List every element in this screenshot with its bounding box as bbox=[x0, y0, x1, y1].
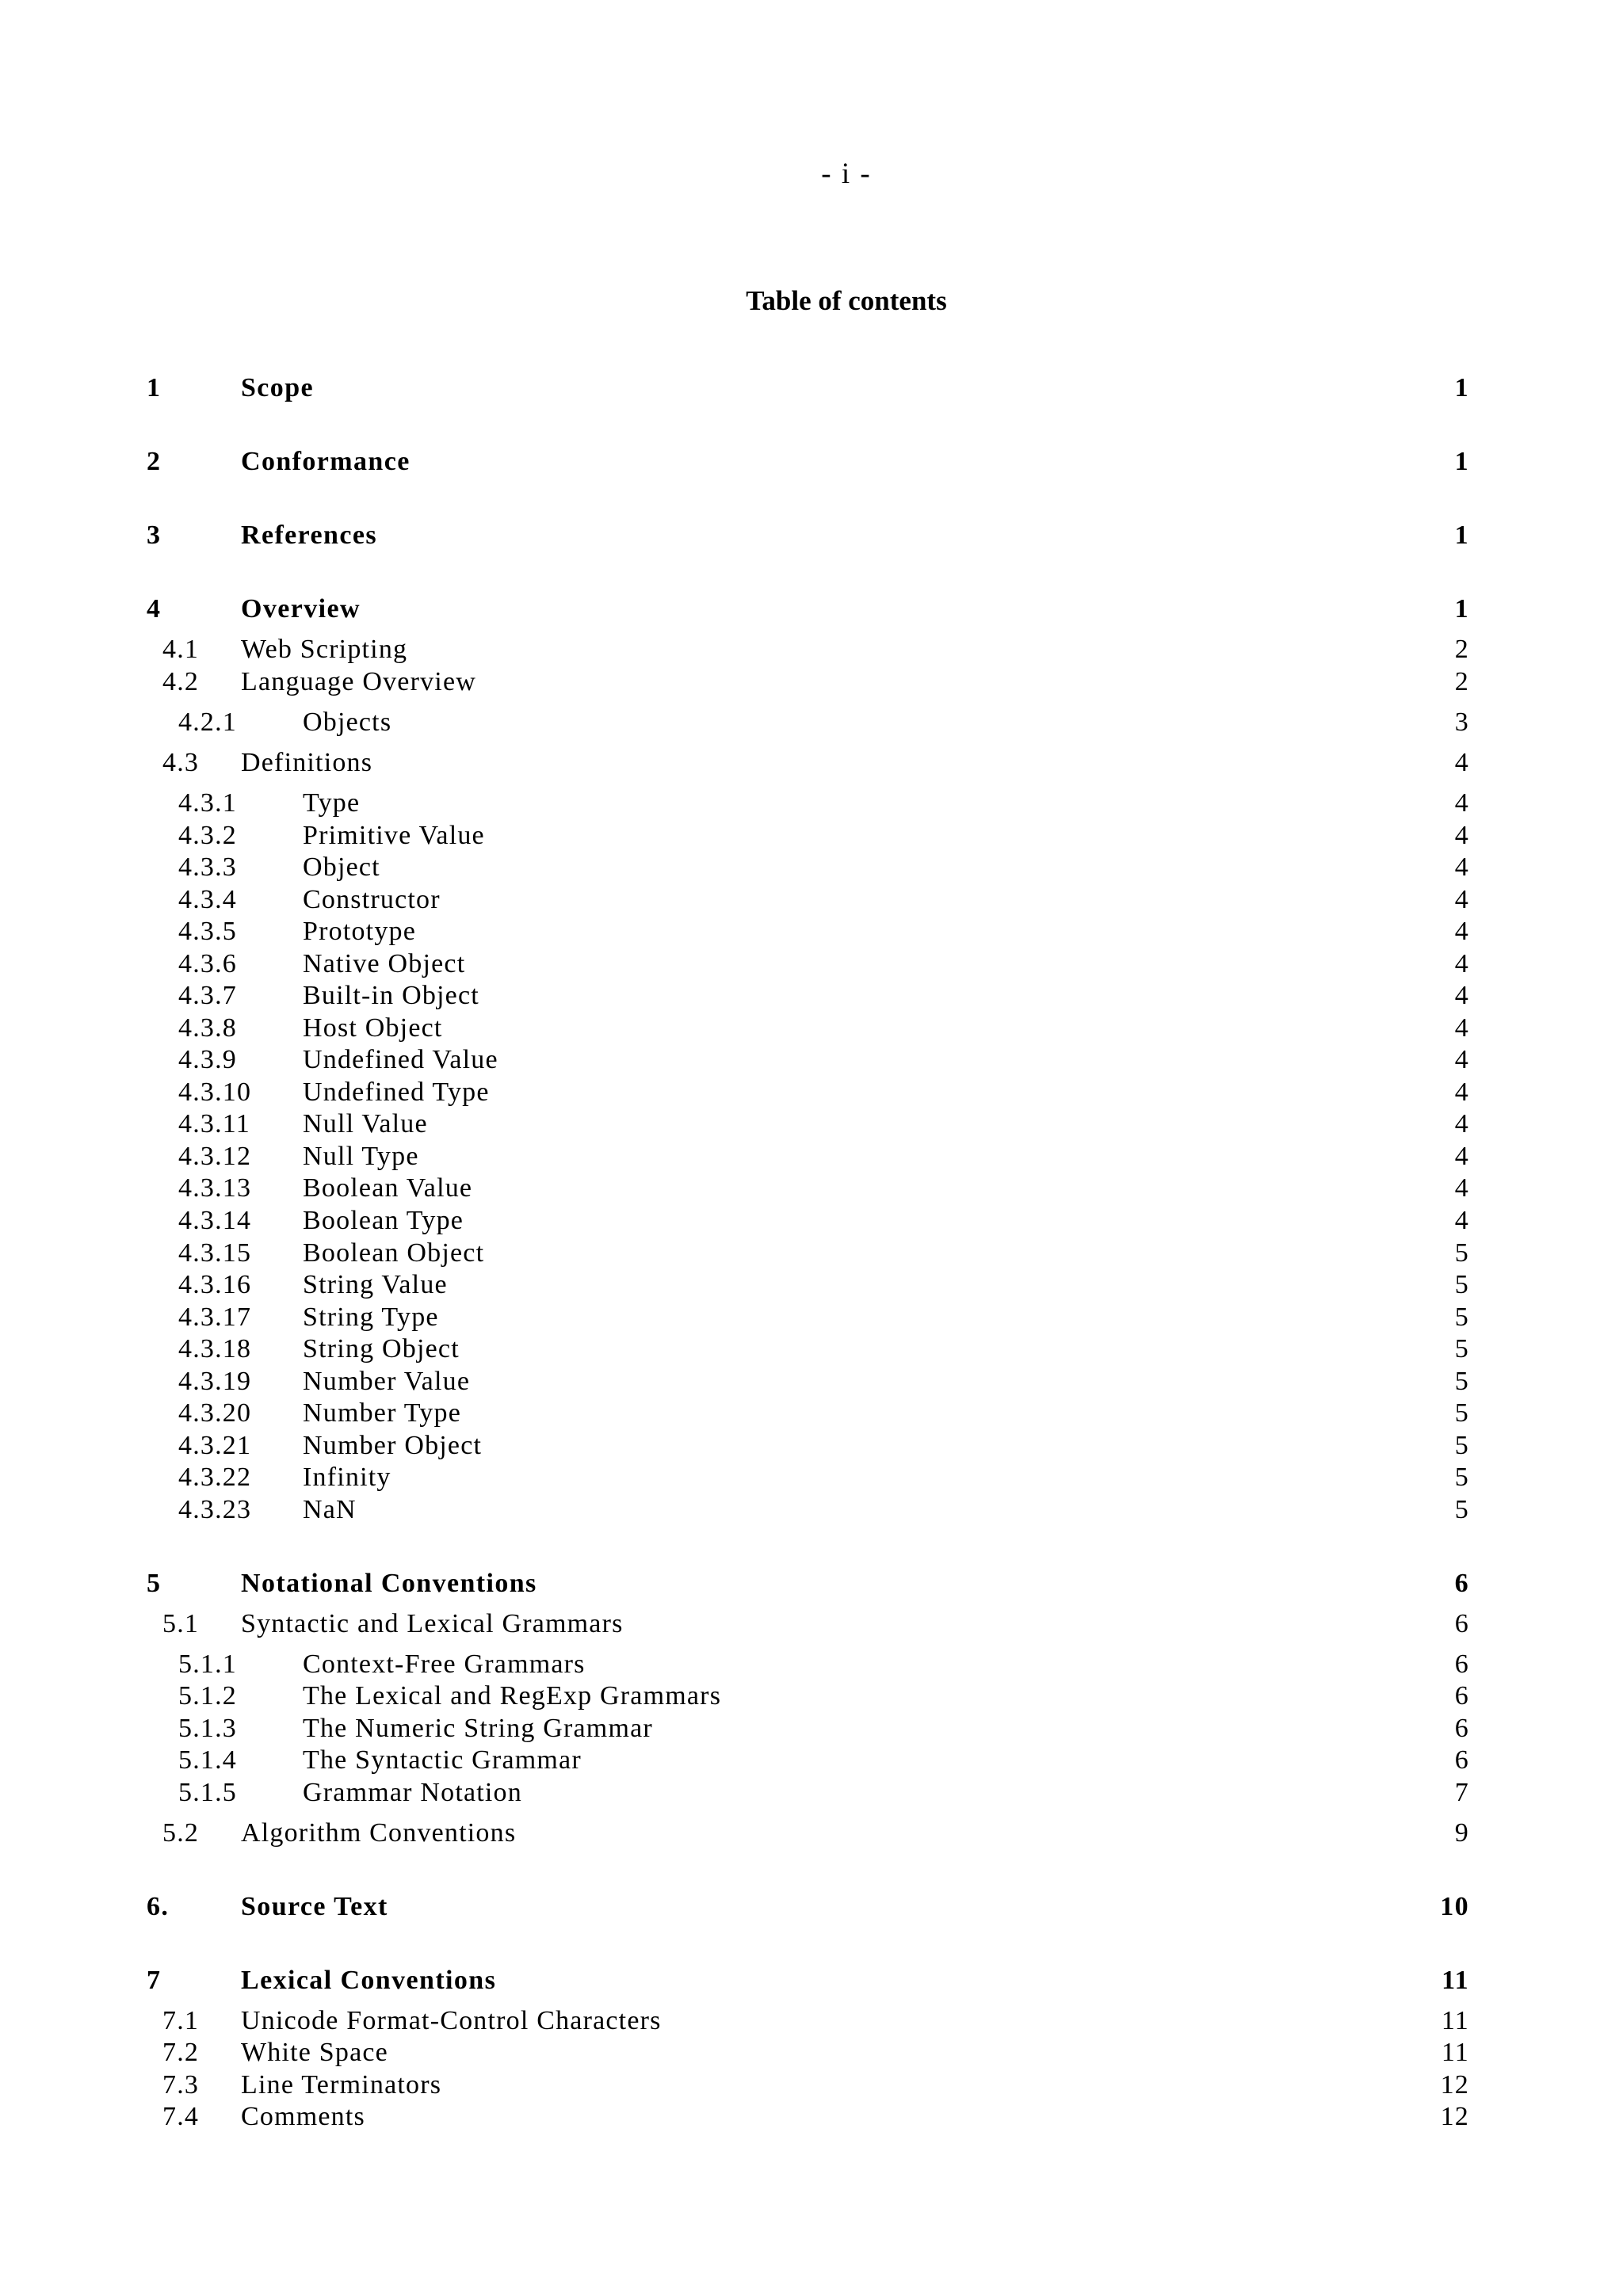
toc-entry-title: NaN bbox=[303, 1495, 357, 1524]
page-number: - i - bbox=[821, 158, 872, 190]
toc-entry-number: 5.1.3 bbox=[178, 1714, 237, 1743]
toc-entry-page: 5 bbox=[1454, 1334, 1469, 1363]
toc-entry-page: 7 bbox=[1454, 1778, 1469, 1807]
toc-entry[interactable] bbox=[0, 1171, 1623, 1206]
toc-entry-number: 4.3.22 bbox=[178, 1463, 252, 1492]
toc-entry-number: 4.3.23 bbox=[178, 1495, 252, 1524]
toc-entry-page: 1 bbox=[1454, 521, 1469, 550]
toc-entry-title: Primitive Value bbox=[303, 821, 485, 850]
toc-entry-number: 4.3.20 bbox=[178, 1398, 252, 1428]
toc-entry-page: 4 bbox=[1454, 917, 1469, 946]
toc-entry-page: 4 bbox=[1454, 1013, 1469, 1043]
toc-entry-number: 2 bbox=[147, 447, 162, 476]
toc-entry-page: 5 bbox=[1454, 1398, 1469, 1428]
toc-entry-number: 7.4 bbox=[162, 2102, 200, 2131]
toc-entry-page: 11 bbox=[1441, 2038, 1469, 2067]
toc-entry[interactable] bbox=[0, 1332, 1623, 1367]
toc-entry-number: 4.3.14 bbox=[178, 1206, 252, 1235]
toc-entry-number: 7.1 bbox=[162, 2006, 200, 2035]
toc-entry[interactable] bbox=[0, 1743, 1623, 1778]
toc-entry-page: 12 bbox=[1440, 2070, 1469, 2100]
toc-entry[interactable] bbox=[0, 518, 1623, 553]
toc-entry-number: 7 bbox=[147, 1966, 162, 1995]
toc-entry-number: 4.3.1 bbox=[178, 788, 237, 818]
toc-entry[interactable] bbox=[0, 1775, 1623, 1810]
toc-entry[interactable] bbox=[0, 1460, 1623, 1495]
toc-entry[interactable] bbox=[0, 1236, 1623, 1271]
toc-entry-page: 5 bbox=[1454, 1431, 1469, 1460]
toc-entry-page: 6 bbox=[1454, 1681, 1469, 1711]
toc-entry-page: 5 bbox=[1454, 1463, 1469, 1492]
toc-entry-title: Notational Conventions bbox=[241, 1569, 537, 1598]
toc-entry[interactable] bbox=[0, 2100, 1623, 2134]
toc-entry[interactable] bbox=[0, 1075, 1623, 1110]
toc-title: Table of contents bbox=[746, 285, 947, 316]
toc-entry-title: The Syntactic Grammar bbox=[303, 1745, 582, 1775]
toc-entry-number: 4.3.18 bbox=[178, 1334, 252, 1363]
toc-entry[interactable] bbox=[0, 978, 1623, 1013]
toc-entry[interactable] bbox=[0, 1139, 1623, 1174]
toc-entry-title: White Space bbox=[241, 2038, 388, 2067]
toc-entry-title: Number Value bbox=[303, 1367, 471, 1396]
toc-entry-title: Infinity bbox=[303, 1463, 391, 1492]
toc-entry-title: Boolean Type bbox=[303, 1206, 464, 1235]
toc-entry-number: 6. bbox=[147, 1892, 170, 1921]
toc-entry-page: 4 bbox=[1454, 885, 1469, 914]
toc-entry-title: Host Object bbox=[303, 1013, 443, 1043]
toc-entry-number: 4.3.11 bbox=[178, 1109, 250, 1138]
toc-entry-number: 1 bbox=[147, 373, 162, 402]
toc-entry-number: 4.3.19 bbox=[178, 1367, 252, 1396]
toc-entry-title: String Type bbox=[303, 1302, 439, 1332]
toc-entry-page: 2 bbox=[1454, 667, 1469, 696]
toc-entry[interactable] bbox=[0, 2035, 1623, 2070]
toc-entry-page: 4 bbox=[1454, 981, 1469, 1010]
toc-entry[interactable] bbox=[0, 1396, 1623, 1431]
toc-entry-title: Unicode Format-Control Characters bbox=[241, 2006, 662, 2035]
toc-entry[interactable] bbox=[0, 1679, 1623, 1714]
toc-entry-title: Grammar Notation bbox=[303, 1778, 522, 1807]
toc-entry-page: 6 bbox=[1454, 1714, 1469, 1743]
toc-entry-page: 4 bbox=[1454, 1045, 1469, 1074]
toc-entry-page: 6 bbox=[1454, 1569, 1469, 1598]
toc-entry-title: The Lexical and RegExp Grammars bbox=[303, 1681, 722, 1711]
toc-entry-title: Source Text bbox=[241, 1892, 388, 1921]
toc-entry-page: 5 bbox=[1454, 1367, 1469, 1396]
toc-entry[interactable] bbox=[0, 665, 1623, 700]
toc-entry[interactable] bbox=[0, 705, 1623, 740]
toc-entry-number: 4.3.6 bbox=[178, 949, 237, 978]
toc-entry-number: 5.1.5 bbox=[178, 1778, 237, 1807]
toc-entry[interactable] bbox=[0, 1011, 1623, 1046]
toc-entry-number: 5.2 bbox=[162, 1818, 200, 1848]
toc-entry-number: 4.3.7 bbox=[178, 981, 237, 1010]
toc-entry-number: 4.3.10 bbox=[178, 1077, 252, 1107]
toc-entry-page: 4 bbox=[1454, 949, 1469, 978]
toc-entry-number: 5.1.2 bbox=[178, 1681, 237, 1711]
toc-entry-title: Object bbox=[303, 852, 380, 882]
toc-entry-page: 5 bbox=[1454, 1238, 1469, 1268]
toc-entry-number: 7.3 bbox=[162, 2070, 200, 2100]
toc-entry[interactable] bbox=[0, 1566, 1623, 1601]
toc-entry-number: 4.3 bbox=[162, 748, 200, 777]
toc-entry-number: 4.3.15 bbox=[178, 1238, 252, 1268]
toc-entry-title: The Numeric String Grammar bbox=[303, 1714, 653, 1743]
toc-entry-page: 9 bbox=[1454, 1818, 1469, 1848]
toc-entry-page: 2 bbox=[1454, 635, 1469, 664]
toc-entry-title: Boolean Value bbox=[303, 1173, 473, 1203]
toc-entry-number: 3 bbox=[147, 521, 162, 550]
toc-entry[interactable] bbox=[0, 1816, 1623, 1851]
toc-entry[interactable] bbox=[0, 2068, 1623, 2103]
toc-entry-title: Context-Free Grammars bbox=[303, 1650, 586, 1679]
toc-entry-title: Undefined Type bbox=[303, 1077, 490, 1107]
toc-entry-title: Built-in Object bbox=[303, 981, 479, 1010]
toc-entry-number: 5.1.4 bbox=[178, 1745, 237, 1775]
toc-entry-number: 4.1 bbox=[162, 635, 200, 664]
toc-entry-number: 4.3.21 bbox=[178, 1431, 252, 1460]
toc-entry-page: 5 bbox=[1454, 1270, 1469, 1299]
toc-entry[interactable] bbox=[0, 883, 1623, 917]
toc-entry[interactable] bbox=[0, 1428, 1623, 1463]
toc-entry[interactable] bbox=[0, 1364, 1623, 1399]
toc-entry-title: Lexical Conventions bbox=[241, 1966, 497, 1995]
toc-entry-page: 11 bbox=[1442, 1966, 1469, 1995]
toc-entry-title: Number Type bbox=[303, 1398, 461, 1428]
toc-entry-number: 4.3.9 bbox=[178, 1045, 237, 1074]
toc-entry-page: 4 bbox=[1454, 1173, 1469, 1203]
toc-entry-page: 6 bbox=[1454, 1745, 1469, 1775]
toc-entry[interactable] bbox=[0, 1963, 1623, 1998]
toc-entry[interactable] bbox=[0, 1107, 1623, 1142]
toc-entry[interactable] bbox=[0, 1268, 1623, 1302]
toc-entry[interactable] bbox=[0, 2004, 1623, 2039]
toc-entry-page: 10 bbox=[1440, 1892, 1469, 1921]
toc-entry-number: 4.3.17 bbox=[178, 1302, 252, 1332]
toc-entry-page: 12 bbox=[1440, 2102, 1469, 2131]
toc-entry-number: 4.3.13 bbox=[178, 1173, 252, 1203]
toc-entry-page: 4 bbox=[1454, 1077, 1469, 1107]
toc-entry[interactable] bbox=[0, 592, 1623, 627]
toc-entry-page: 4 bbox=[1454, 1109, 1469, 1138]
toc-entry-title: Objects bbox=[303, 707, 392, 737]
toc-entry[interactable] bbox=[0, 444, 1623, 479]
toc-entry-title: Native Object bbox=[303, 949, 466, 978]
toc-entry[interactable] bbox=[0, 818, 1623, 853]
toc-entry-page: 1 bbox=[1454, 447, 1469, 476]
toc-entry-page: 4 bbox=[1454, 788, 1469, 818]
toc-entry-title: Comments bbox=[241, 2102, 365, 2131]
toc-entry[interactable] bbox=[0, 850, 1623, 885]
toc-entry-number: 4.2 bbox=[162, 667, 200, 696]
toc-entry-number: 4.3.5 bbox=[178, 917, 237, 946]
toc-entry-page: 1 bbox=[1454, 373, 1469, 402]
toc-entry-page: 6 bbox=[1454, 1609, 1469, 1638]
toc-entry-number: 4 bbox=[147, 594, 162, 624]
toc-entry[interactable] bbox=[0, 632, 1623, 667]
toc-entry-page: 5 bbox=[1454, 1302, 1469, 1332]
toc-entry-title: Definitions bbox=[241, 748, 373, 777]
toc-entry[interactable] bbox=[0, 371, 1623, 406]
toc-entry-title: Boolean Object bbox=[303, 1238, 485, 1268]
toc-entry-page: 4 bbox=[1454, 1206, 1469, 1235]
toc-entry-number: 5.1.1 bbox=[178, 1650, 237, 1679]
toc-entry-title: Algorithm Conventions bbox=[241, 1818, 517, 1848]
toc-entry-page: 4 bbox=[1454, 821, 1469, 850]
toc-entry[interactable] bbox=[0, 1647, 1623, 1682]
toc-entry[interactable] bbox=[0, 1711, 1623, 1746]
toc-entry-title: Number Object bbox=[303, 1431, 483, 1460]
toc-entry[interactable] bbox=[0, 1203, 1623, 1238]
toc-entry-number: 4.3.3 bbox=[178, 852, 237, 882]
toc-entry[interactable] bbox=[0, 1493, 1623, 1527]
toc-entry-title: Constructor bbox=[303, 885, 441, 914]
toc-entry-title: Scope bbox=[241, 373, 314, 402]
toc-entry-number: 4.3.12 bbox=[178, 1142, 252, 1171]
toc-entry-title: Null Value bbox=[303, 1109, 428, 1138]
toc-entry-title: Prototype bbox=[303, 917, 417, 946]
toc-entry-title: Undefined Value bbox=[303, 1045, 498, 1074]
toc-entry-number: 7.2 bbox=[162, 2038, 200, 2067]
toc-entry-page: 4 bbox=[1454, 852, 1469, 882]
toc-entry[interactable] bbox=[0, 1043, 1623, 1077]
toc-entry-page: 4 bbox=[1454, 1142, 1469, 1171]
toc-entry[interactable] bbox=[0, 786, 1623, 821]
toc-entry-number: 4.3.8 bbox=[178, 1013, 237, 1043]
toc-entry-page: 11 bbox=[1441, 2006, 1469, 2035]
toc-entry-title: Overview bbox=[241, 594, 361, 624]
toc-entry-title: Language Overview bbox=[241, 667, 476, 696]
toc-entry-page: 6 bbox=[1454, 1650, 1469, 1679]
toc-entry-title: Web Scripting bbox=[241, 635, 408, 664]
toc-entry-title: Conformance bbox=[241, 447, 411, 476]
toc-entry-number: 5 bbox=[147, 1569, 162, 1598]
toc-entry[interactable] bbox=[0, 1300, 1623, 1335]
toc-entry-page: 3 bbox=[1454, 707, 1469, 737]
toc-entry-title: Type bbox=[303, 788, 361, 818]
toc-entry-title: Null Type bbox=[303, 1142, 419, 1171]
toc-entry-number: 4.3.16 bbox=[178, 1270, 252, 1299]
toc-entry[interactable] bbox=[0, 947, 1623, 982]
toc-entry-page: 1 bbox=[1454, 594, 1469, 624]
toc-entry[interactable] bbox=[0, 746, 1623, 780]
toc-entry[interactable] bbox=[0, 1890, 1623, 1924]
toc-entry-number: 4.2.1 bbox=[178, 707, 237, 737]
toc-entry-page: 4 bbox=[1454, 748, 1469, 777]
toc-entry-title: String Object bbox=[303, 1334, 460, 1363]
toc-entry-number: 4.3.4 bbox=[178, 885, 237, 914]
toc-entry-number: 5.1 bbox=[162, 1609, 200, 1638]
toc-entry[interactable] bbox=[0, 1607, 1623, 1642]
toc-entry-number: 4.3.2 bbox=[178, 821, 237, 850]
toc-entry-title: Line Terminators bbox=[241, 2070, 442, 2100]
toc-entry-title: String Value bbox=[303, 1270, 448, 1299]
toc-entry[interactable] bbox=[0, 914, 1623, 949]
toc-entry-page: 5 bbox=[1454, 1495, 1469, 1524]
toc-entry-title: Syntactic and Lexical Grammars bbox=[241, 1609, 624, 1638]
toc-entry-title: References bbox=[241, 521, 377, 550]
